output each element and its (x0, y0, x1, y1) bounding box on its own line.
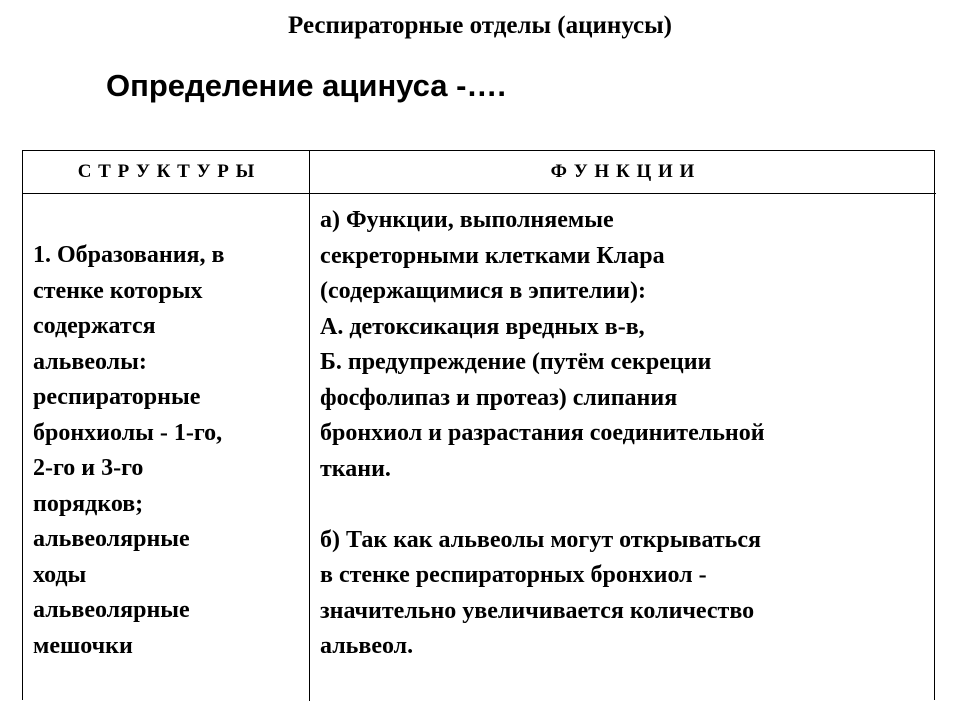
function-b-line: в стенке респираторных бронхиол - (320, 562, 707, 588)
function-a-line: а) Функции, выполняемые (320, 207, 614, 233)
slide-title: Респираторные отделы (ацинусы) (288, 12, 672, 39)
structures-cell (33, 238, 305, 664)
structure-line: альвеолярные (33, 526, 190, 552)
column-divider (309, 151, 310, 701)
acinus-definition-heading: Определение ацинуса -…. (106, 68, 507, 103)
function-a-line: фосфолипаз и протеаз) слипания (320, 384, 678, 411)
function-b-line: альвеол. (320, 633, 414, 659)
function-a-line: А. детоксикация вредных в-в, (320, 313, 645, 340)
function-b-line: б) Так как альвеолы могут открываться (320, 526, 761, 553)
header-structures: С Т Р У К Т У Р Ы (77, 161, 255, 182)
structure-line: стенке которых (33, 277, 203, 304)
function-a-line: (содержащимися в эпителии): (320, 278, 646, 304)
structure-line: порядков; (33, 490, 144, 517)
structures-functions-table (22, 150, 935, 700)
structure-line: бронхиолы - 1-го, (33, 419, 223, 446)
structure-line: содержатся (33, 313, 156, 339)
structure-line: альвеолярные (33, 597, 190, 623)
function-b-line: значительно увеличивается количество (320, 597, 755, 624)
structure-line: мешочки (33, 632, 133, 659)
structure-line: альвеолы: (33, 348, 147, 375)
paragraph-gap (320, 487, 930, 523)
functions-cell (320, 203, 930, 665)
function-a-line: Б. предупреждение (путём секреции (320, 349, 712, 375)
function-a-line: бронхиол и разрастания соединительной (320, 420, 765, 446)
structure-line: 1. Образования, в (33, 242, 225, 268)
structure-line: 2-го и 3-го (33, 455, 144, 481)
function-a-line: ткани. (320, 455, 391, 482)
structure-line: респираторные (33, 384, 201, 410)
function-a-line: секреторными клетками Клара (320, 242, 665, 269)
header-divider (23, 193, 936, 194)
structure-line: ходы (33, 561, 87, 588)
header-functions: Ф У Н К Ц И И (550, 161, 695, 182)
